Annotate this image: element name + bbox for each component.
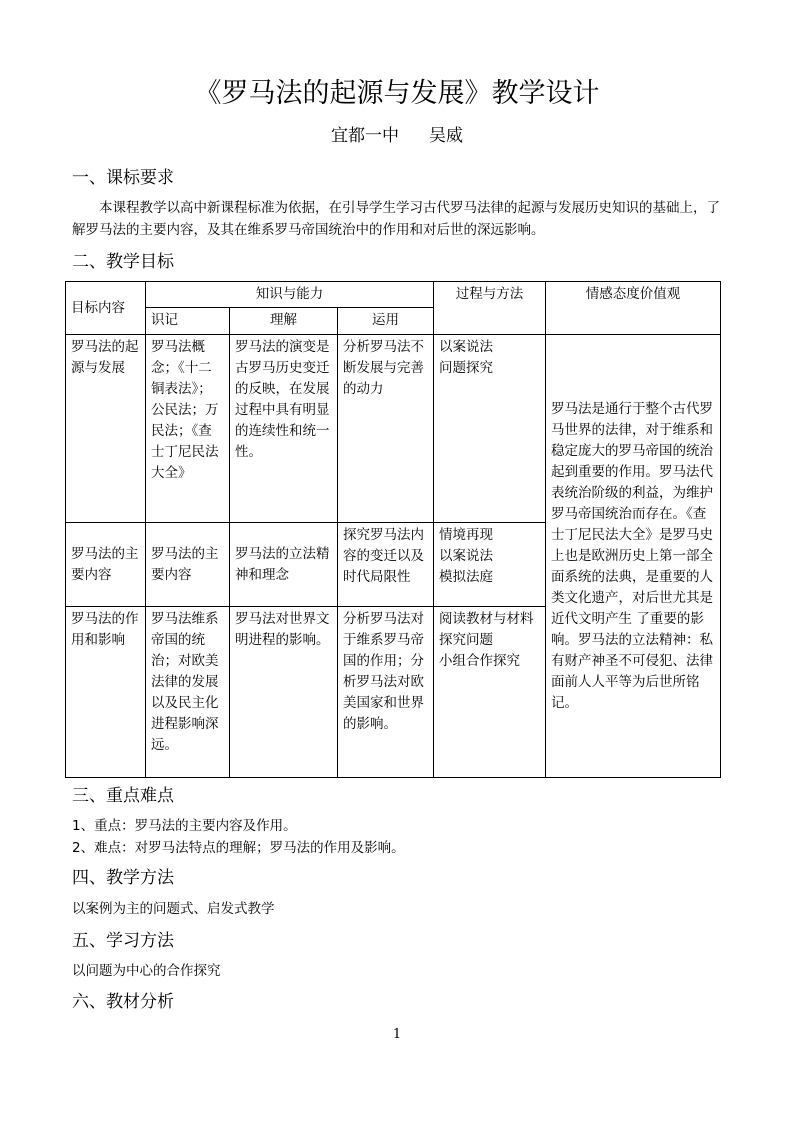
header-memorize: 识记 — [146, 308, 230, 335]
row-apply: 探究罗马法内容的变迁以及时代局限性 — [338, 523, 434, 607]
row-apply: 分析罗马法不断发展与完善的动力 — [338, 335, 434, 523]
table-row — [66, 335, 721, 523]
key-point-item: 1、重点：罗马法的主要内容及作用。 — [72, 818, 297, 834]
emotion-cell: 罗马法是通行于整个古代罗马世界的法律，对于维系和稳定庞大的罗马帝国的统治起到重要的作用。罗马法代表统治阶级的利益，为维护罗马帝国统治而存在。《查士丁尼民法大全》是罗马史上也是欧洲历史上第一部全面系统的法典，是重要的人类文化遗产，对后世尤其是近代文明产生 了重要的影响。罗马法的立法精神：私有财产神圣不可侵犯、法律面前人人平等为后世所铭记。 — [546, 335, 721, 778]
row-memorize: 罗马法概念；《十二铜表法》；公民法；万民法；《查士丁尼民法大全》 — [146, 335, 230, 523]
learning-method-text: 以问题为中心的合作探究 — [72, 963, 221, 979]
header-understand: 理解 — [230, 308, 338, 335]
row-understand: 罗马法对世界文明进程的影响。 — [230, 607, 338, 778]
section-heading-textbook-analysis: 六、教材分析 — [72, 992, 174, 1012]
section-heading-goals: 二、教学目标 — [72, 252, 174, 272]
section-heading-learning-method: 五、学习方法 — [72, 931, 174, 951]
header-emotion: 情感态度价值观 — [546, 282, 721, 335]
teaching-goals-table — [65, 281, 721, 778]
section-heading-curriculum: 一、课标要求 — [72, 168, 174, 188]
row-memorize: 罗马法维系帝国的统治；对欧美法律的发展以及民主化进程影响深远。 — [146, 607, 230, 778]
header-knowledge: 知识与能力 — [146, 282, 434, 308]
row-target: 罗马法的起源与发展 — [66, 335, 146, 523]
row-process: 情境再现 以案说法 模拟法庭 — [434, 523, 546, 607]
row-process: 以案说法 问题探究 — [434, 335, 546, 523]
difficulty-item: 2、难点：对罗马法特点的理解；罗马法的作用及影响。 — [72, 840, 405, 856]
header-target: 目标内容 — [66, 282, 146, 335]
header-process: 过程与方法 — [434, 282, 546, 335]
row-target: 罗马法的主要内容 — [66, 523, 146, 607]
author-school: 宜都一中 — [331, 126, 399, 146]
row-target: 罗马法的作用和影响 — [66, 607, 146, 778]
row-memorize: 罗马法的主要内容 — [146, 523, 230, 607]
curriculum-paragraph: 本课程教学以高中新课程标准为依据，在引导学生学习古代罗马法律的起源与发展历史知识的基础上，了解罗马法的主要内容，及其在维系罗马帝国统治中的作用和对后世的深远影响。 — [72, 200, 720, 238]
row-process: 阅读教材与材料 探究问题 小组合作探究 — [434, 607, 546, 778]
page-title: 《罗马法的起源与发展》教学设计 — [194, 78, 600, 109]
header-apply: 运用 — [338, 308, 434, 335]
row-understand: 罗马法的演变是古罗马历史变迁的反映，在发展过程中具有明显的连续性和统一性。 — [230, 335, 338, 523]
section-heading-key-points: 三、重点难点 — [72, 786, 174, 806]
section-heading-teaching-method: 四、教学方法 — [72, 868, 174, 888]
page-number: 1 — [392, 1027, 402, 1042]
author-name: 吴威 — [429, 126, 463, 146]
row-understand: 罗马法的立法精神和理念 — [230, 523, 338, 607]
teaching-method-text: 以案例为主的问题式、启发式教学 — [72, 901, 275, 917]
author-line — [0, 124, 794, 148]
row-apply: 分析罗马法对于维系罗马帝国的作用；分析罗马法对欧美国家和世界的影响。 — [338, 607, 434, 778]
